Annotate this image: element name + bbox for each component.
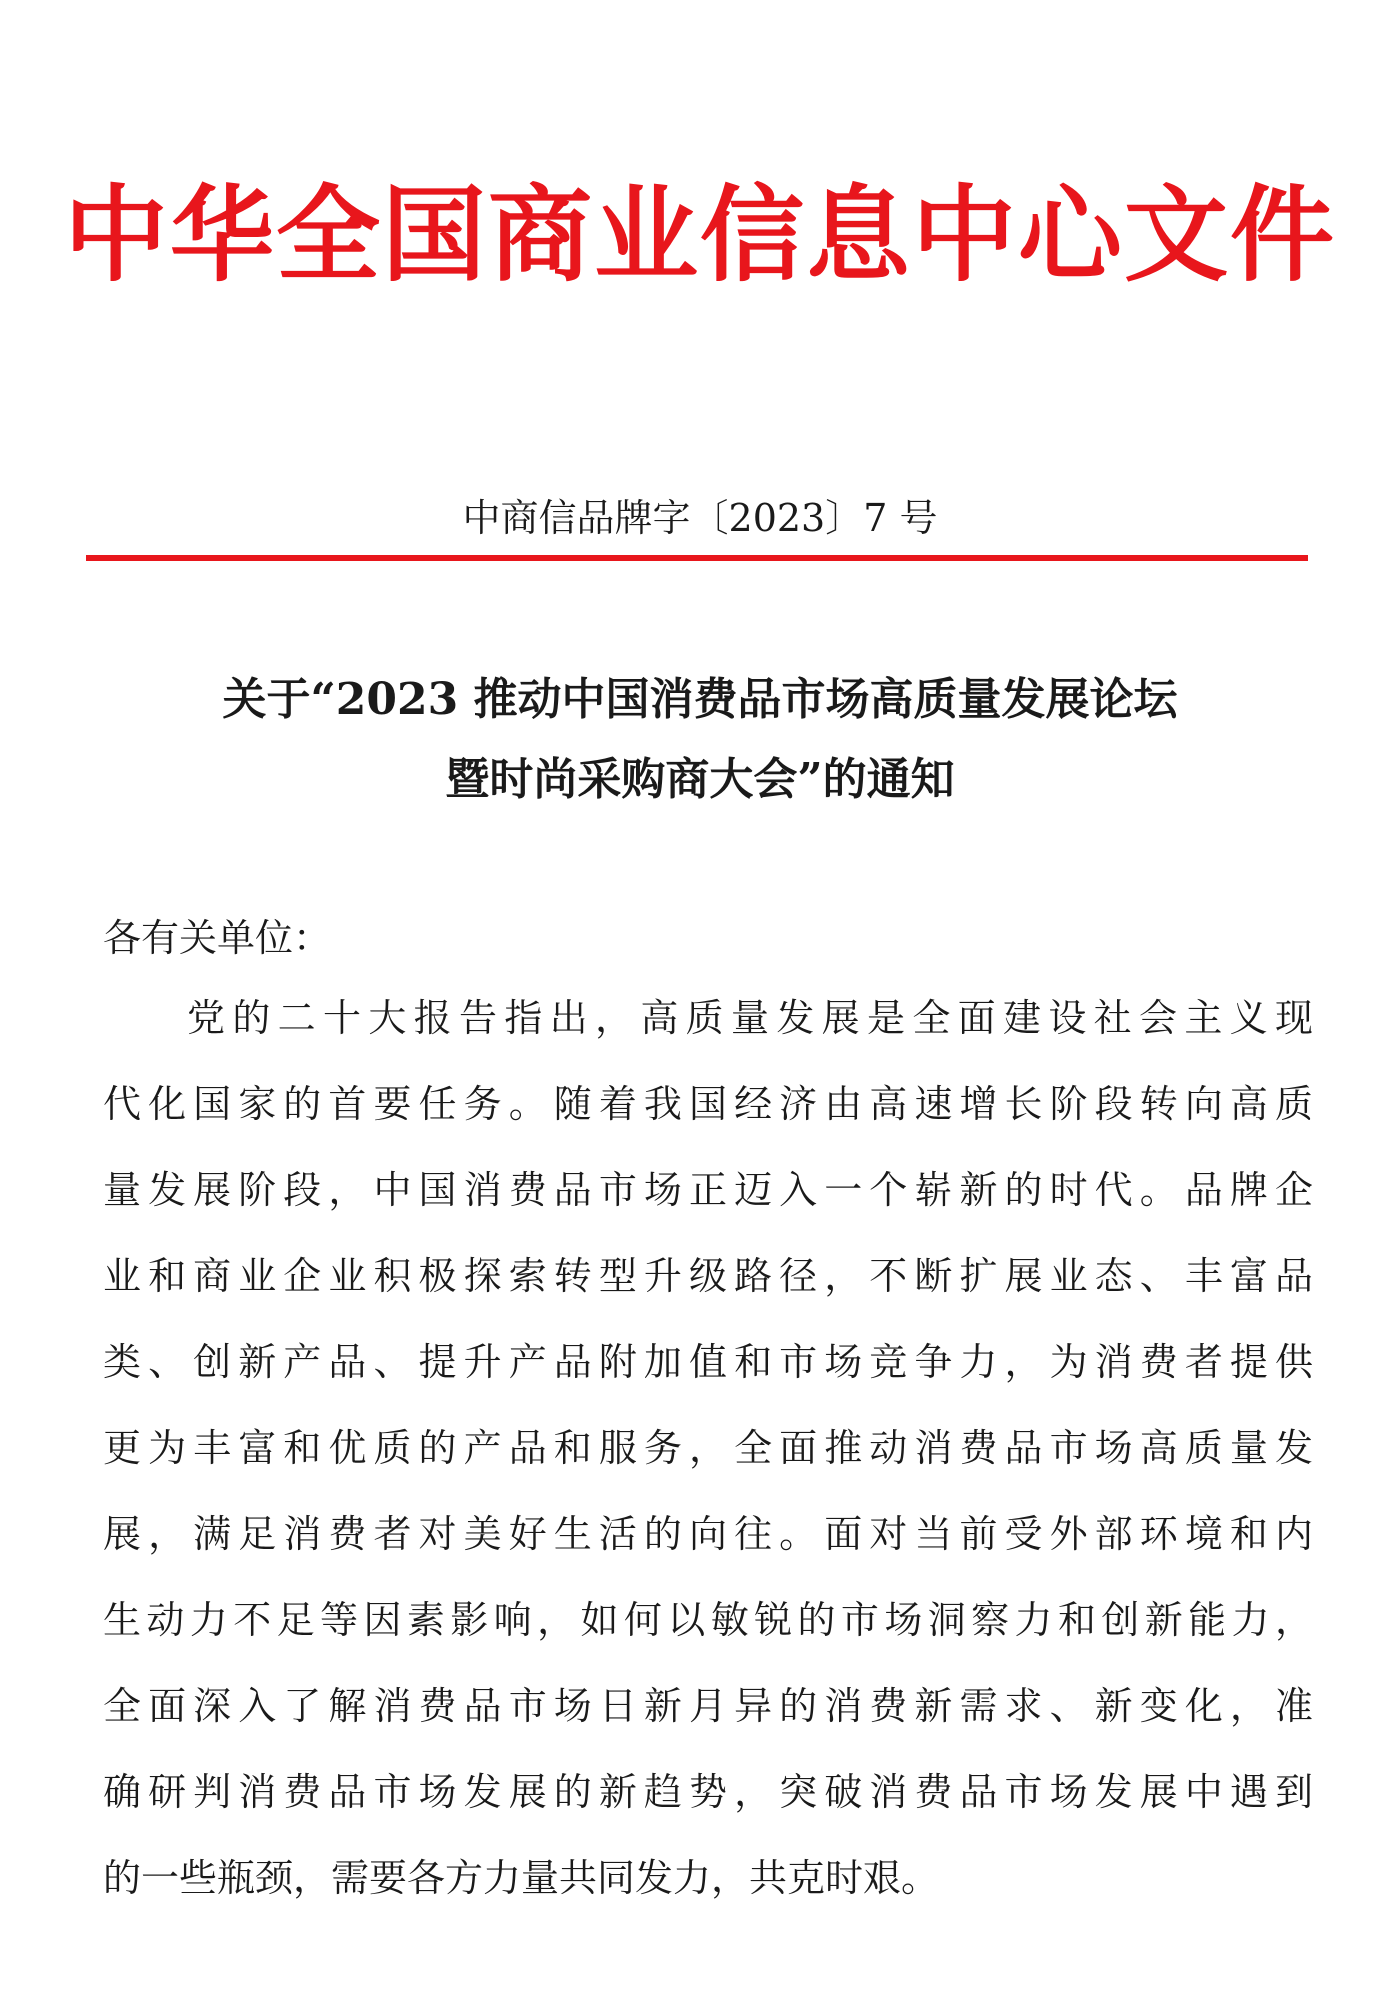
body-line: 展，满足消费者对美好生活的向往。面对当前受外部环境和内	[103, 1512, 1313, 1556]
body-line: 代化国家的首要任务。随着我国经济由高速增长阶段转向高质	[103, 1082, 1313, 1126]
body-line: 的一些瓶颈，需要各方力量共同发力，共克时艰。	[103, 1856, 940, 1900]
body-line: 业和商业企业积极探索转型升级路径，不断扩展业态、丰富品	[103, 1254, 1313, 1298]
body-line: 类、创新产品、提升产品附加值和市场竞争力，为消费者提供	[103, 1340, 1313, 1384]
body-paragraph	[103, 988, 1313, 1934]
body-line: 党的二十大报告指出，高质量发展是全面建设社会主义现	[187, 996, 1313, 1040]
body-line: 量发展阶段，中国消费品市场正迈入一个崭新的时代。品牌企	[103, 1168, 1313, 1212]
red-divider-line	[86, 555, 1308, 561]
body-line: 生动力不足等因素影响，如何以敏锐的市场洞察力和创新能力，	[103, 1598, 1313, 1642]
notice-title-line-1: 关于“2023 推动中国消费品市场高质量发展论坛	[222, 674, 1178, 725]
body-line: 更为丰富和优质的产品和服务，全面推动消费品市场高质量发	[103, 1426, 1313, 1470]
body-line: 确研判消费品市场发展的新趋势，突破消费品市场发展中遇到	[103, 1770, 1313, 1814]
notice-title-line-2: 暨时尚采购商大会”的通知	[445, 754, 955, 805]
notice-title	[0, 660, 1400, 820]
body-line: 全面深入了解消费品市场日新月异的消费新需求、新变化，准	[103, 1684, 1313, 1728]
document-number: 中商信品牌字〔2023〕7 号	[462, 496, 938, 540]
document-header-title: 中华全国商业信息中心文件	[63, 174, 1336, 296]
salutation: 各有关单位：	[103, 916, 332, 960]
